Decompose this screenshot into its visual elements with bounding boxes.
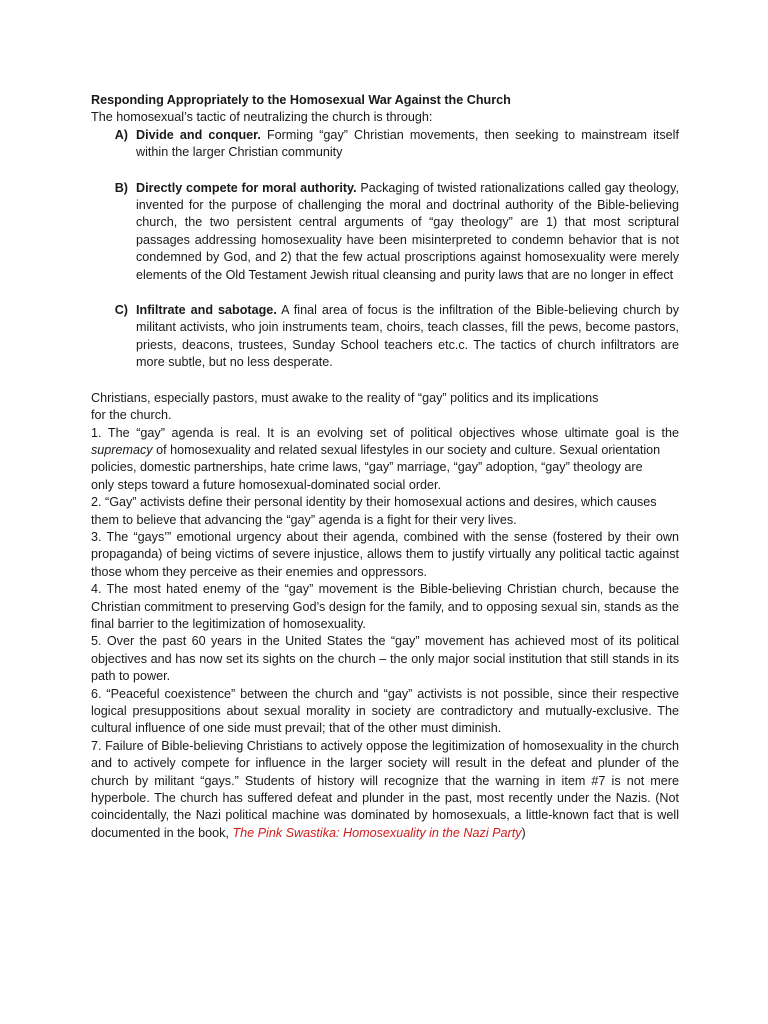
tactic-letter: B) bbox=[114, 180, 128, 195]
tactic-a bbox=[91, 127, 679, 162]
document-body bbox=[91, 92, 679, 842]
point-6: 6. “Peaceful coexistence” between the church and “gay” activists is not possible, since their respective logical presuppositions about sexual morality in society are contradictory and mutually-exclusive. The cultural influence of one side must prevail; that of the other must diminish. bbox=[91, 686, 679, 736]
tactic-body bbox=[136, 302, 679, 372]
tactic-b bbox=[91, 180, 679, 284]
document-title: Responding Appropriately to the Homosexual War Against the Church bbox=[91, 93, 511, 107]
emphasis-text: supremacy bbox=[91, 442, 153, 457]
point-2-line-1: 2. “Gay” activists define their personal identity by their homosexual actions and desires, which causes bbox=[91, 495, 657, 510]
tactic-body bbox=[136, 127, 679, 162]
tactic-text: Forming “gay” Christian movements, then seeking to mainstream itself within the larger Christian community bbox=[136, 127, 679, 160]
point-7 bbox=[91, 738, 679, 842]
tactic-letter: C) bbox=[114, 303, 128, 318]
point-2-line-2: them to believe that advancing the “gay” agenda is a fight for their very lives. bbox=[91, 512, 517, 527]
spacer bbox=[91, 162, 679, 180]
point-1-line-3: only steps toward a future homosexual-dominated social order. bbox=[91, 477, 442, 492]
point-1-line-2: policies, domestic partnerships, hate crime laws, “gay” marriage, “gay” adoption, “gay” theology are bbox=[91, 460, 643, 475]
point-text: ) bbox=[521, 825, 526, 840]
tactic-c bbox=[91, 302, 679, 372]
tactic-lead: Directly compete for moral authority. bbox=[136, 180, 357, 195]
intro-line: The homosexual’s tactic of neutralizing the church is through: bbox=[91, 110, 433, 125]
tactic-letter: A) bbox=[114, 127, 128, 142]
point-1 bbox=[91, 425, 679, 460]
tactic-body bbox=[136, 180, 679, 284]
exhortation-line-1: Christians, especially pastors, must awake to the reality of “gay” politics and its implications bbox=[91, 390, 599, 405]
point-5: 5. Over the past 60 years in the United States the “gay” movement has achieved most of its political objectives and has now set its sights on the church – the only major social institution that still stands in its path to power. bbox=[91, 634, 679, 684]
tactic-lead: Divide and conquer. bbox=[136, 127, 261, 142]
tactic-text: A final area of focus is the infiltration of the Bible-believing church by militant activists, who join instruments team, choirs, teach classes, fill the pews, become pastors, priests, deacons, trustees, Sunday School teachers etc.c. The tactics of church infiltrators are more subtle, but no less desperate. bbox=[136, 303, 679, 370]
spacer bbox=[91, 372, 679, 390]
point-text: of homosexuality and related sexual lifestyles in our society and culture. Sexual orientation bbox=[152, 442, 661, 457]
point-3: 3. The “gays’” emotional urgency about their agenda, combined with the sense (fostered by their own propaganda) of being victims of severe injustice, allows them to justify virtually any political tactic against those whom they perceive as their enemies and oppressors. bbox=[91, 529, 679, 579]
book-title-link: The Pink Swastika: Homosexuality in the Nazi Party bbox=[232, 825, 522, 840]
tactic-text: Packaging of twisted rationalizations called gay theology, invented for the purpose of challenging the moral and doctrinal authority of the Bible-believing church, the two persistent central arguments of “gay theology” are 1) that most scriptural passages addressing homosexuality have been misinterpreted to condemn behavior that is not condemned by God, and 2) that the few actual proscriptions against homosexuality were merely elements of the Old Testament Jewish ritual cleansing and purity laws that are no longer in effect bbox=[136, 180, 679, 282]
point-text: 1. The “gay” agenda is real. It is an evolving set of political objectives whose ultimate goal is the bbox=[91, 425, 679, 440]
point-text: 7. Failure of Bible-believing Christians to actively oppose the legitimization of homosexuality in the church and to actively compete for influence in the larger society will result in the defeat and plunder of the church by militant “gays.” Students of history will recognize that the warning in item #7 is not mere hyperbole. The church has suffered defeat and plunder in the past, most recently under the Nazis. (Not coincidentally, the Nazi political machine was dominated by homosexuals, a little-known fact that is well documented in the book, bbox=[91, 738, 679, 840]
exhortation-line-2: for the church. bbox=[91, 408, 172, 423]
spacer bbox=[91, 284, 679, 302]
point-4: 4. The most hated enemy of the “gay” movement is the Bible-believing Christian church, because the Christian commitment to preserving God’s design for the family, and to opposing sexual sin, stands as the final barrier to the legitimization of homosexuality. bbox=[91, 582, 679, 631]
tactic-lead: Infiltrate and sabotage. bbox=[136, 303, 277, 318]
